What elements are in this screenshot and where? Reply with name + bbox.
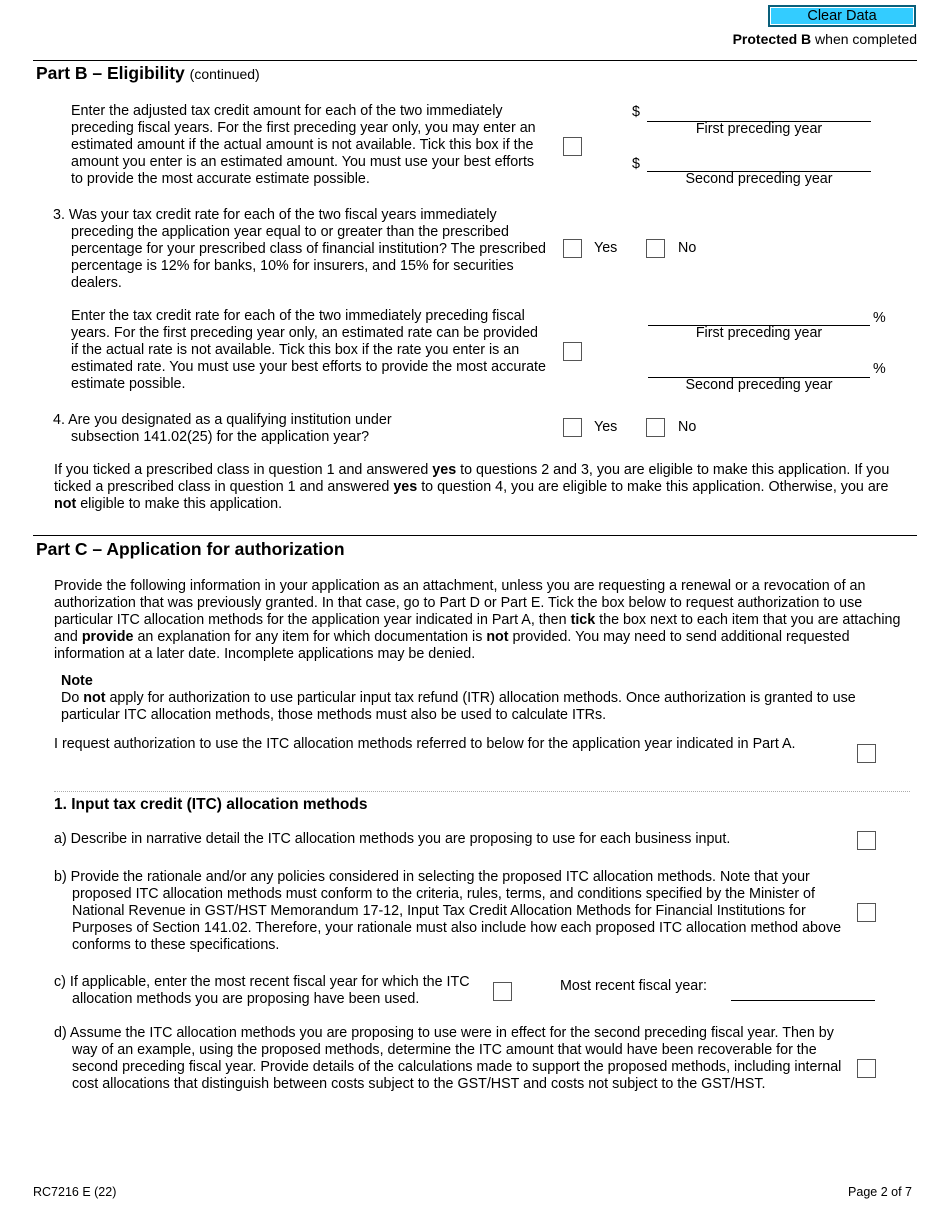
item-c-checkbox[interactable] <box>493 982 512 1001</box>
percent-sign: % <box>873 310 886 326</box>
section-divider <box>54 791 910 792</box>
q3-no-label: No <box>678 240 697 256</box>
q4-text: 4. Are you designated as a qualifying institution under subsection 141.02(25) for the application year? <box>53 412 392 445</box>
q4-yes-label: Yes <box>594 419 618 435</box>
first-preceding-year-label: First preceding year <box>695 325 823 341</box>
dollar-sign: $ <box>632 156 640 172</box>
item-a-text: a) Describe in narrative detail the ITC allocation methods you are proposing to use for each business input. <box>54 831 731 847</box>
section1-title: 1. Input tax credit (ITC) allocation methods <box>54 796 368 813</box>
q4-yes-checkbox[interactable] <box>563 418 582 437</box>
q3-rate-estimated-checkbox[interactable] <box>563 342 582 361</box>
page-number: Page 2 of 7 <box>848 1185 912 1199</box>
most-recent-fiscal-year-field[interactable] <box>731 1000 875 1001</box>
clear-data-button[interactable]: Clear Data <box>768 5 916 27</box>
form-id: RC7216 E (22) <box>33 1185 117 1199</box>
part-b-rule <box>33 60 917 61</box>
item-b-checkbox[interactable] <box>857 903 876 922</box>
note-title: Note <box>61 673 93 689</box>
part-b-title: Part B – Eligibility (continued) <box>36 63 260 83</box>
q3-no-checkbox[interactable] <box>646 239 665 258</box>
item-b-text: b) Provide the rationale and/or any policies considered in selecting the proposed ITC allocation methods. Note that your proposed ITC allocation methods must conform to the criteria, rules, terms, and conditions specified by the Minister of National Revenue in GST/HST Memorandum 17-12, Input Tax Credit Allocation Methods for Financial Institutions for Purposes of Section 141.02. Therefore, your rationale must also include how each proposed ITC allocation method above conforms to these specifications. <box>54 869 842 953</box>
part-c-rule <box>33 535 917 536</box>
second-preceding-year-label: Second preceding year <box>685 377 833 393</box>
first-preceding-year-label: First preceding year <box>695 121 823 137</box>
q4-no-label: No <box>678 419 697 435</box>
eligibility-statement: If you ticked a prescribed class in question 1 and answered yes to questions 2 and 3, you are eligible to make this application. If you ticked a prescribed class in question 1 and answered yes to question 4, you are eligible to make this application. Otherwise, you are not eligible to make this application. <box>54 462 890 512</box>
item-d-checkbox[interactable] <box>857 1059 876 1078</box>
part-c-intro: Provide the following information in your application as an attachment, unless you are requesting a renewal or a revocation of an authorization that was previously granted. In that case, go to Part D or Part E. Tick the box below to request authorization to use particular ITC allocation methods for the application year indicated in Part A, then tick the box next to each item that you are attaching and provide an explanation for any item for which documentation is not provided. You may need to send additional requested information at a later date. Incomplete applications may be denied. <box>54 578 901 662</box>
request-authorization-checkbox[interactable] <box>857 744 876 763</box>
item-d-text: d) Assume the ITC allocation methods you are proposing to use were in effect for the second preceding fiscal year. Then by way of an example, using the proposed methods, determine the ITC amount that would have been recoverable for the second preceding fiscal year. Provide details of the calculations made to support the proposed methods, including internal cost allocations that distinguish between costs subject to the GST/HST and costs not subject to the GST/HST. <box>54 1025 842 1092</box>
q3-yes-label: Yes <box>594 240 618 256</box>
note-text: Do not apply for authorization to use particular input tax refund (ITR) allocation methods. Once authorization is granted to use particular ITC allocation methods, those methods must also be used to calculate ITRs. <box>61 690 856 723</box>
second-preceding-year-label: Second preceding year <box>685 171 833 187</box>
q2-estimated-checkbox[interactable] <box>563 137 582 156</box>
item-a-checkbox[interactable] <box>857 831 876 850</box>
part-c-title: Part C – Application for authorization <box>36 539 345 559</box>
most-recent-fiscal-year-label: Most recent fiscal year: <box>560 978 707 994</box>
q4-no-checkbox[interactable] <box>646 418 665 437</box>
protected-b-label: Protected B when completed <box>732 31 917 47</box>
q2-adjusted-text: Enter the adjusted tax credit amount for each of the two immediately preceding fiscal years. For the first preceding year only, you may enter an estimated amount if the actual amount is not available. Tick this box if the amount you enter is an estimated amount. You must use your best efforts to provide the most accurate estimate possible. <box>71 103 536 187</box>
dollar-sign: $ <box>632 104 640 120</box>
request-authorization-text: I request authorization to use the ITC allocation methods referred to below for the application year indicated in Part A. <box>54 736 796 752</box>
q3-yes-checkbox[interactable] <box>563 239 582 258</box>
item-c-text: c) If applicable, enter the most recent fiscal year for which the ITC allocation methods you are proposing have been used. <box>54 974 470 1007</box>
q3-text: 3. Was your tax credit rate for each of the two fiscal years immediately preceding the application year equal to or greater than the prescribed percentage for your prescribed class of financial institution? The prescribed percentage is 12% for banks, 10% for insurers, and 15% for securities dealers. <box>53 207 546 291</box>
q3-rate-text: Enter the tax credit rate for each of the two immediately preceding fiscal years. For the first preceding year only, an estimated rate can be provided if the actual rate is not available. Tick this box if the rate you enter is an estimated rate. You must use your best efforts to provide the most accurate estimate possible. <box>71 308 546 392</box>
percent-sign: % <box>873 361 886 377</box>
